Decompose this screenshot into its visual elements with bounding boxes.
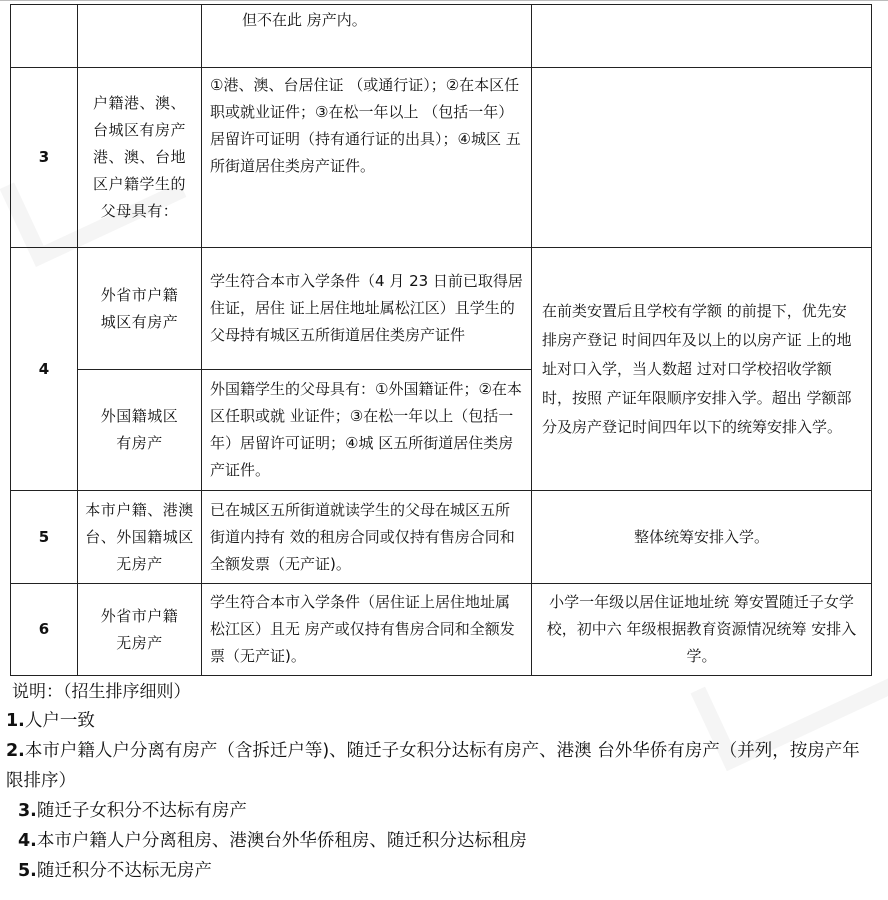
requirements-cell: 学生符合本市入学条件（居住证上居住地址属松江区）且无 房产或仅持有售房合同和全额发票（无产证)。 [202,584,532,676]
notes-intro: 说明：（招生排序细则） [12,682,191,702]
enrollment-table [10,4,872,676]
requirements-cell: ①港、澳、台居住证 （或通行证）；②在本区任职或就业证件；③在松一年以上 （包括一年）居留许可证明（持有通行证的出具）；④城区 五所街道居住类房产证件。 [202,68,532,248]
note-number: 3. [18,801,37,821]
row-number: 5 [11,491,78,584]
requirements-cell: 外国籍学生的父母具有：①外国籍证件；②在本区任职或就 业证件；③在松一年以上（包括一年）居留许可证明；④城 区五所街道居住类房产证件。 [202,370,532,491]
row-number [11,5,78,68]
table-row [11,68,872,248]
note-item [18,826,866,856]
note-item [18,796,866,826]
category-cell: 外省市户籍 无房产 [78,584,202,676]
category-cell [78,5,202,68]
note-text: 本市户籍人户分离租房、港澳台外华侨租房、随迁积分达标租房 [36,831,527,851]
row-number: 6 [11,584,78,676]
note-text: 人户一致 [24,711,95,731]
notes-section [6,678,866,886]
table-row [11,5,872,68]
arrangement-cell: 整体统筹安排入学。 [532,491,872,584]
note-item [6,706,866,736]
table-row [11,584,872,676]
note-number: 5. [18,861,37,881]
requirements-cell: 已在城区五所街道就读学生的父母在城区五所街道内持有 效的租房合同或仅持有售房合同和全额发票（无产证)。 [202,491,532,584]
requirements-cell: 学生符合本市入学条件（4 月 23 日前已取得居住证，居住 证上居住地址属松江区）且学生的父母持有城区五所街道居住类房产证件 [202,248,532,370]
category-cell: 户籍港、澳、台城区有房产港、澳、台地区户籍学生的父母具有： [78,68,202,248]
arrangement-cell: 在前类安置后且学校有学额 的前提下，优先安排房产登记 时间四年及以上的以房产证 上的地址对口入学，当人数超 过对口学校招收学额时，按照 产证年限顺序安排入学。超出 学额部分及房产登记时间四年以下的统筹安排入学。 [532,248,872,491]
arrangement-cell [532,68,872,248]
requirements-cell: 但不在此 房产内。 [202,5,532,68]
category-cell: 外省市户籍 城区有房产 [78,248,202,370]
note-text: 随迁积分不达标无房产 [36,861,212,881]
category-cell: 外国籍城区 有房产 [78,370,202,491]
table-row [11,491,872,584]
note-item [6,736,866,796]
note-number: 1. [6,711,25,731]
note-number: 2. [6,741,25,761]
row-number: 3 [11,68,78,248]
note-number: 4. [18,831,37,851]
category-cell: 本市户籍、港澳台、外国籍城区无房产 [78,491,202,584]
note-text: 随迁子女积分不达标有房产 [36,801,247,821]
table-row [11,248,872,370]
note-text: 本市户籍人户分离有房产（含拆迁户等)、随迁子女积分达标有房产、港澳 台外华侨有房产（并列，按房产年限排序） [6,741,860,791]
row-number: 4 [11,248,78,491]
note-item [18,856,866,886]
arrangement-cell [532,5,872,68]
arrangement-cell: 小学一年级以居住证地址统 筹安置随迁子女学校，初中六 年级根据教育资源情况统筹 安排入学。 [532,584,872,676]
